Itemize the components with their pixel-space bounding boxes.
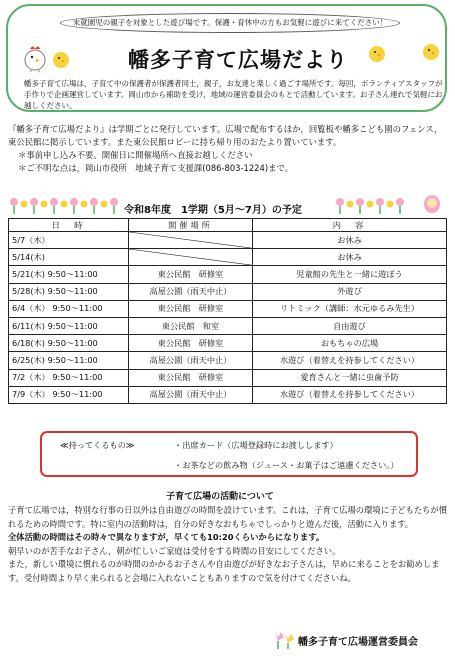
schedule-date: 6/25(木) 9:50～11:00 xyxy=(9,352,129,369)
info-section xyxy=(8,123,448,175)
slash-line xyxy=(129,249,252,265)
flowers-decoration xyxy=(6,194,124,216)
schedule-date: 6/11(木) 9:50～11:00 xyxy=(9,317,129,334)
schedule-table xyxy=(8,218,447,404)
column-header-date: 日 時 xyxy=(9,219,129,232)
column-header-content: 内 容 xyxy=(253,219,447,232)
schedule-place: 東公民館 研修室 xyxy=(129,266,253,283)
chicken-icon xyxy=(20,42,50,72)
table-row xyxy=(9,369,447,386)
schedule-content: 水遊び（着替えを持参してください） xyxy=(253,386,447,403)
schedule-date: 6/18(木) 9:50～11:00 xyxy=(9,335,129,352)
chick-icon xyxy=(50,48,72,70)
table-row xyxy=(9,266,447,283)
info-note: ＊事前申し込み不要。開催日に開催場所へ直接お越しください xyxy=(18,150,253,160)
schedule-content: お休み xyxy=(253,232,447,249)
header-box xyxy=(6,4,447,112)
info-text: 『幡多子育て広場だより』は学期ごとに発行しています。広場で配布するほか，回覧板や幡多こども園のフェンス，東公民館に掲示しています。また東公民館ロビーに持ち帰り用のおたより置いています。 xyxy=(8,124,443,147)
intro-text: 幡多子育て広場は，子育て中の保護者が保護者同士，親子，お友達と楽しく過ごす場所です。毎回，ボランティアスタッフが手作りで企画運営しています。岡山市から補助を受け，地域の運営委員会のもとで活動しています。お子さん連れで気軽にお越しください。 xyxy=(24,79,443,110)
schedule-date: 5/21(木) 9:50～11:00 xyxy=(9,266,129,283)
activity-paragraph: 朝早いのが苦手なお子さん，朝が忙しいご家庭は受付をする時間の目安にしてください。 xyxy=(8,545,341,556)
schedule-date: 5/28(木) 9:50～11:00 xyxy=(9,283,129,300)
schedule-title: 令和8年度 1学期（5月～7月）の予定 xyxy=(124,205,302,216)
info-note: ＊ご不明な点は，岡山市役所 地域子育て支援課(086-803-1224)まで。 xyxy=(18,163,294,173)
table-row xyxy=(9,335,447,352)
table-header-row xyxy=(9,219,447,232)
table-row xyxy=(9,317,447,334)
bring-item: ・出席カード（広場登録時にお渡しします） xyxy=(174,440,338,450)
table-row xyxy=(9,352,447,369)
column-header-place: 開催場所 xyxy=(129,219,253,232)
activity-title: 子育て広場の活動について xyxy=(166,492,274,502)
activity-paragraph: 子育て広場では，特別な行事の日以外は自由遊びの時間を設けています。これは，子育て広場の環境に子どもたちが慣れるための時間です。特に室内の活動時は，自分の好きなおもちゃでしっかりと遊んだ後，活動に入ります。 xyxy=(8,505,448,529)
tulip-icon xyxy=(270,628,296,650)
table-row xyxy=(9,300,447,317)
table-row xyxy=(9,232,447,249)
committee-name: 幡多子育て広場運営委員会 xyxy=(298,637,418,648)
schedule-place: 高屋公園（雨天中止） xyxy=(129,283,253,300)
schedule-date: 5/7（木） xyxy=(9,232,129,249)
chick-icon xyxy=(366,42,388,64)
schedule-content: 自由遊び xyxy=(253,317,447,334)
schedule-content: 愛育さんと一緒に虫歯予防 xyxy=(253,369,447,386)
schedule-place: 東公民館 和室 xyxy=(129,317,253,334)
bring-item: ・お茶などの飲み物（ジュース・お菓子はご遠慮ください。） xyxy=(174,460,399,470)
schedule-place: 東公民館 研修室 xyxy=(129,369,253,386)
schedule-content: 水遊び（着替えを持参してください） xyxy=(253,352,447,369)
schedule-place xyxy=(129,232,253,249)
table-row xyxy=(9,283,447,300)
top-note: 未就園児の親子を対象とした遊び場です。保護・育休中の方もお気軽に遊びに来てください！ xyxy=(60,13,400,33)
table-row xyxy=(9,249,447,266)
activity-paragraph: また，新しい環境に慣れるのが時間のかかるお子さんや自由遊びが好きなお子さんは，早めに来ることをお勧めします。受付時間より早く来られると会場に入れないこともありますので気を付けてくださいね。 xyxy=(8,559,440,583)
schedule-content: 外遊び xyxy=(253,283,447,300)
schedule-content: お休み xyxy=(253,249,447,266)
schedule-date: 7/2（木） 9:50～11:00 xyxy=(9,369,129,386)
slash-line xyxy=(129,232,252,248)
bring-items-box xyxy=(40,431,418,477)
schedule-place xyxy=(129,249,253,266)
activity-highlight: 全体活動の時間はその時々で異なりますが，早くても10:20くらいからになります。 xyxy=(8,532,325,543)
schedule-date: 5/14(木) xyxy=(9,249,129,266)
schedule-place: 高屋公園（雨天中止） xyxy=(129,386,253,403)
schedule-content: リトミック（講師：水元ゆるみ先生） xyxy=(253,300,447,317)
page-title: 幡多子育て広場だより xyxy=(128,48,348,72)
schedule-content: 児童館の先生と一緒に遊ぼう xyxy=(253,266,447,283)
schedule-date: 7/9（木） 9:50～11:00 xyxy=(9,386,129,403)
activity-section xyxy=(8,504,448,586)
schedule-content: おもちゃの広場 xyxy=(253,335,447,352)
schedule-date: 6/4（木） 9:50～11:00 xyxy=(9,300,129,317)
schedule-place: 東公民館 研修室 xyxy=(129,335,253,352)
chick-icon xyxy=(420,40,442,62)
schedule-place: 高屋公園（雨天中止） xyxy=(129,352,253,369)
schedule-place: 東公民館 研修室 xyxy=(129,300,253,317)
bring-items-label: ≪持ってくるもの≫ xyxy=(60,440,135,450)
table-row xyxy=(9,386,447,403)
